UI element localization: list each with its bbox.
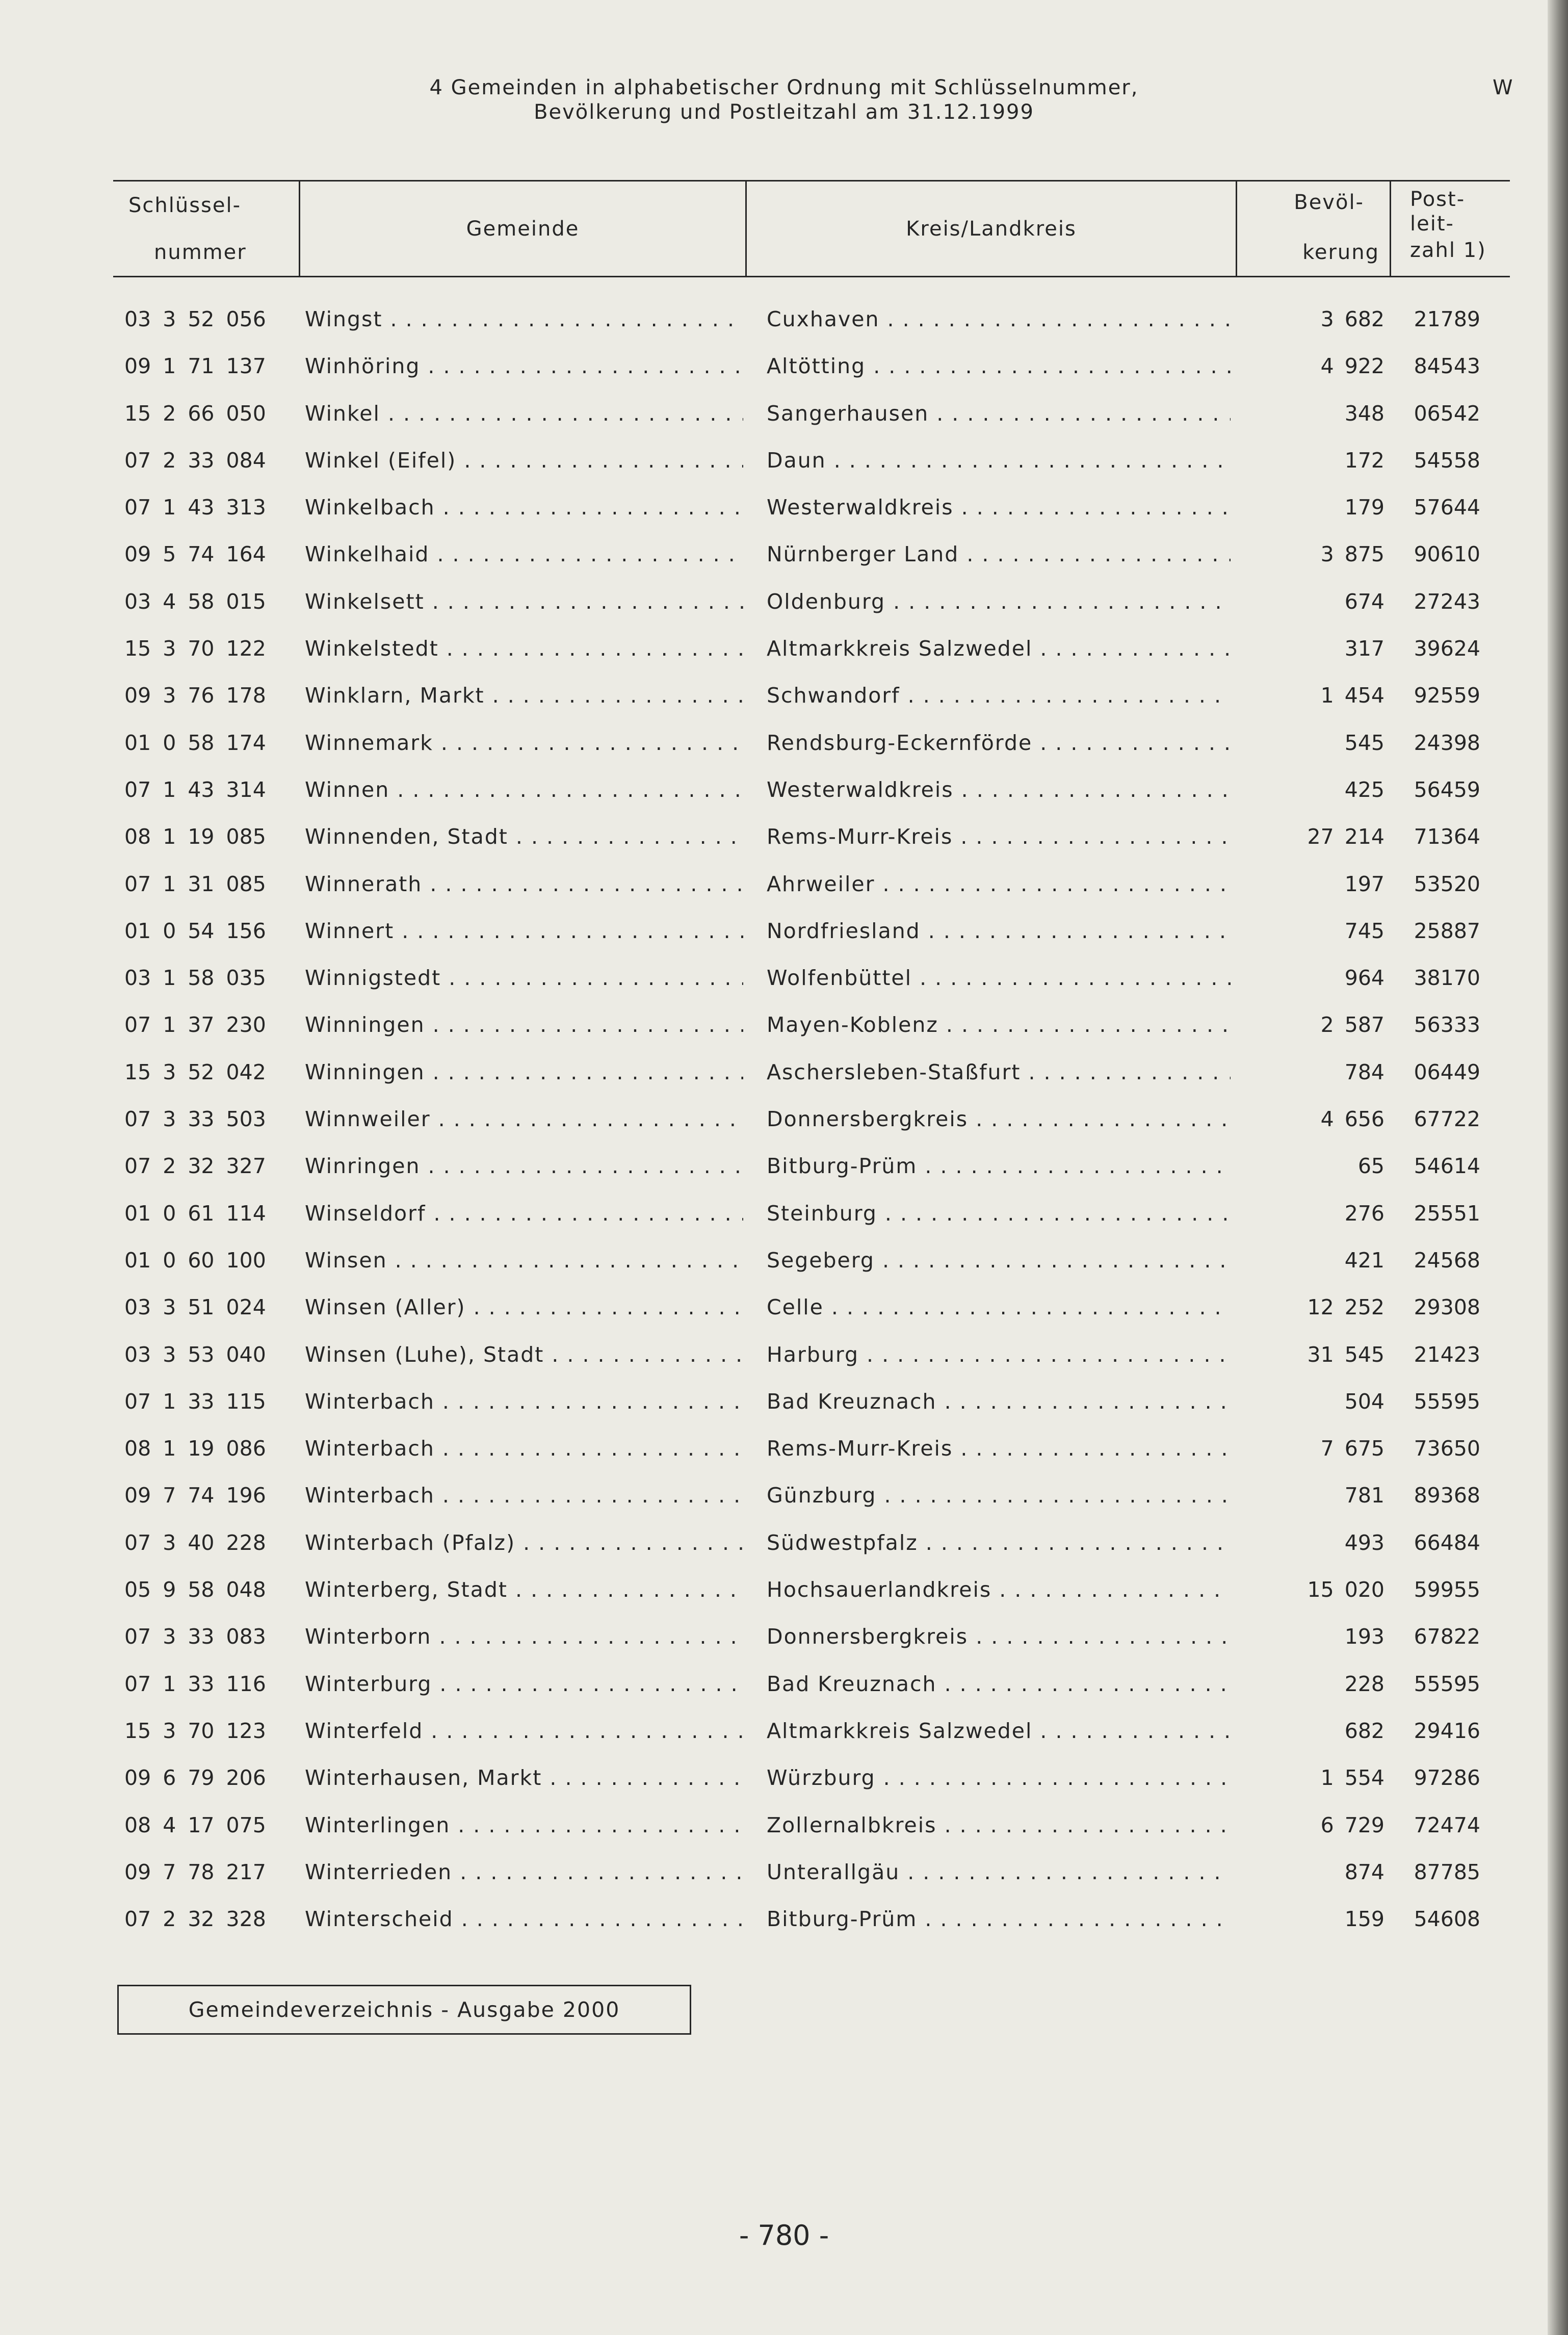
table-row <box>0 1143 1568 1189</box>
table-row <box>0 1707 1568 1754</box>
table-row <box>0 1049 1568 1096</box>
table-row <box>0 578 1568 625</box>
cell-kreis: Schwandorf . . . <box>767 672 1231 719</box>
cell-gemeinde: Winterbach . . . <box>305 1425 743 1472</box>
cell-kreis: Rems-Murr-Kreis . . . <box>767 813 1231 860</box>
cell-gemeinde: Winnenden, Stadt . . . <box>305 813 743 860</box>
cell-key: 03 3 52 056 <box>124 307 266 331</box>
cell-postleitzahl: 66484 <box>1414 1530 1480 1555</box>
cell-postleitzahl: 90610 <box>1414 542 1480 567</box>
cell-kreis: Rems-Murr-Kreis . . . <box>767 1425 1231 1472</box>
cell-gemeinde: Winsen (Aller) . . . <box>305 1284 743 1331</box>
cell-bevoelkerung: 27 214 <box>1307 824 1384 849</box>
cell-postleitzahl: 72474 <box>1414 1812 1480 1837</box>
cell-kreis: Mayen-Koblenz . . . <box>767 1001 1231 1048</box>
cell-bevoelkerung: 276 <box>1344 1201 1384 1226</box>
cell-bevoelkerung: 193 <box>1344 1624 1384 1649</box>
cell-postleitzahl: 27243 <box>1414 589 1480 614</box>
cell-bevoelkerung: 317 <box>1344 636 1384 661</box>
cell-gemeinde: Winsen (Luhe), Stadt . . . <box>305 1331 743 1378</box>
cell-key: 03 3 53 040 <box>124 1342 266 1367</box>
cell-kreis: Zollernalbkreis . . . <box>767 1802 1231 1849</box>
cell-key: 09 5 74 164 <box>124 542 266 567</box>
cell-kreis: Bitburg-Prüm . . . <box>767 1143 1231 1189</box>
cell-bevoelkerung: 197 <box>1344 871 1384 896</box>
table-row <box>0 907 1568 954</box>
cell-bevoelkerung: 179 <box>1344 495 1384 520</box>
cell-key: 07 3 33 083 <box>124 1624 266 1649</box>
title-line-2: Bevölkerung und Postleitzahl am 31.12.1999 <box>534 100 1034 124</box>
table-row <box>0 1096 1568 1143</box>
cell-bevoelkerung: 172 <box>1344 448 1384 473</box>
cell-postleitzahl: 57644 <box>1414 495 1480 520</box>
cell-kreis: Westerwaldkreis . . . <box>767 484 1231 531</box>
cell-gemeinde: Winterbach (Pfalz) . . . <box>305 1519 743 1566</box>
cell-bevoelkerung: 745 <box>1344 918 1384 943</box>
cell-kreis: Westerwaldkreis . . . <box>767 766 1231 813</box>
cell-postleitzahl: 21789 <box>1414 307 1480 331</box>
table-row <box>0 1849 1568 1896</box>
header-key-line2: nummer <box>154 241 247 264</box>
table-row <box>0 625 1568 672</box>
cell-gemeinde: Winterscheid . . . <box>305 1896 743 1942</box>
cell-bevoelkerung: 4 656 <box>1320 1107 1384 1132</box>
cell-key: 15 3 52 042 <box>124 1059 266 1084</box>
cell-bevoelkerung: 421 <box>1344 1248 1384 1273</box>
table-row <box>0 719 1568 766</box>
cell-postleitzahl: 67822 <box>1414 1624 1480 1649</box>
cell-gemeinde: Winningen . . . <box>305 1001 743 1048</box>
cell-bevoelkerung: 159 <box>1344 1907 1384 1932</box>
cell-gemeinde: Winterberg, Stadt . . . <box>305 1566 743 1613</box>
cell-key: 15 3 70 122 <box>124 636 266 661</box>
header-gemeinde: Gemeinde <box>466 217 580 241</box>
cell-bevoelkerung: 228 <box>1344 1671 1384 1696</box>
cell-key: 03 1 58 035 <box>124 966 266 991</box>
cell-bevoelkerung: 425 <box>1344 777 1384 802</box>
cell-bevoelkerung: 964 <box>1344 966 1384 991</box>
cell-key: 05 9 58 048 <box>124 1577 266 1602</box>
cell-key: 01 0 54 156 <box>124 918 266 943</box>
corner-mark: W <box>1493 76 1513 99</box>
table-row <box>0 1896 1568 1942</box>
page-title <box>0 75 1568 124</box>
cell-gemeinde: Winnigstedt . . . <box>305 954 743 1001</box>
table-row <box>0 1754 1568 1801</box>
cell-bevoelkerung: 874 <box>1344 1859 1384 1884</box>
cell-gemeinde: Winklarn, Markt . . . <box>305 672 743 719</box>
cell-key: 03 3 51 024 <box>124 1295 266 1320</box>
header-key-line1: Schlüssel- <box>128 194 242 217</box>
cell-bevoelkerung: 674 <box>1344 589 1384 614</box>
cell-kreis: Cuxhaven . . . <box>767 296 1231 343</box>
cell-postleitzahl: 55595 <box>1414 1389 1480 1414</box>
cell-kreis: Sangerhausen . . . <box>767 390 1231 437</box>
cell-gemeinde: Winnweiler . . . <box>305 1096 743 1143</box>
table-row <box>0 1378 1568 1425</box>
cell-postleitzahl: 73650 <box>1414 1436 1480 1461</box>
cell-gemeinde: Winterbach . . . <box>305 1472 743 1519</box>
cell-bevoelkerung: 4 922 <box>1320 354 1384 379</box>
cell-key: 08 1 19 085 <box>124 824 266 849</box>
cell-key: 09 1 71 137 <box>124 354 266 379</box>
table-row <box>0 1472 1568 1519</box>
header-plz-line1: Post- <box>1410 188 1466 211</box>
cell-gemeinde: Winterbach . . . <box>305 1378 743 1425</box>
cell-postleitzahl: 56333 <box>1414 1013 1480 1037</box>
cell-key: 07 3 40 228 <box>124 1530 266 1555</box>
cell-key: 07 1 37 230 <box>124 1013 266 1037</box>
cell-key: 15 2 66 050 <box>124 401 266 426</box>
table-row <box>0 390 1568 437</box>
table-row <box>0 1331 1568 1378</box>
header-divider <box>1390 181 1391 276</box>
cell-key: 07 1 31 085 <box>124 871 266 896</box>
table-row <box>0 1237 1568 1284</box>
header-kreis: Kreis/Landkreis <box>906 217 1077 241</box>
table-row <box>0 531 1568 578</box>
cell-kreis: Segeberg . . . <box>767 1237 1231 1284</box>
cell-kreis: Bitburg-Prüm . . . <box>767 1896 1231 1942</box>
cell-bevoelkerung: 31 545 <box>1307 1342 1384 1367</box>
cell-postleitzahl: 97286 <box>1414 1766 1480 1791</box>
cell-postleitzahl: 38170 <box>1414 966 1480 991</box>
cell-kreis: Celle . . . <box>767 1284 1231 1331</box>
table-header <box>113 180 1510 277</box>
cell-kreis: Nürnberger Land . . . <box>767 531 1231 578</box>
table-row <box>0 672 1568 719</box>
cell-key: 07 1 43 314 <box>124 777 266 802</box>
cell-postleitzahl: 54614 <box>1414 1154 1480 1179</box>
cell-postleitzahl: 71364 <box>1414 824 1480 849</box>
cell-kreis: Wolfenbüttel . . . <box>767 954 1231 1001</box>
cell-postleitzahl: 54608 <box>1414 1907 1480 1932</box>
cell-key: 07 1 43 313 <box>124 495 266 520</box>
cell-postleitzahl: 39624 <box>1414 636 1480 661</box>
cell-gemeinde: Winringen . . . <box>305 1143 743 1189</box>
cell-gemeinde: Winkel (Eifel) . . . <box>305 437 743 484</box>
cell-postleitzahl: 25887 <box>1414 918 1480 943</box>
cell-postleitzahl: 84543 <box>1414 354 1480 379</box>
cell-postleitzahl: 67722 <box>1414 1107 1480 1132</box>
cell-gemeinde: Winhöring . . . <box>305 343 743 390</box>
cell-kreis: Ahrweiler . . . <box>767 861 1231 907</box>
header-bev-line2: kerung <box>1302 241 1379 264</box>
cell-postleitzahl: 25551 <box>1414 1201 1480 1226</box>
cell-kreis: Altötting . . . <box>767 343 1231 390</box>
cell-gemeinde: Winnen . . . <box>305 766 743 813</box>
cell-kreis: Bad Kreuznach . . . <box>767 1378 1231 1425</box>
cell-key: 07 2 33 084 <box>124 448 266 473</box>
cell-bevoelkerung: 784 <box>1344 1059 1384 1084</box>
cell-kreis: Donnersbergkreis . . . <box>767 1096 1231 1143</box>
cell-kreis: Altmarkkreis Salzwedel . . . <box>767 625 1231 672</box>
cell-postleitzahl: 06542 <box>1414 401 1480 426</box>
cell-bevoelkerung: 6 729 <box>1320 1812 1384 1837</box>
cell-bevoelkerung: 781 <box>1344 1483 1384 1508</box>
cell-key: 08 4 17 075 <box>124 1812 266 1837</box>
table-row <box>0 296 1568 343</box>
cell-key: 01 0 60 100 <box>124 1248 266 1273</box>
table-row <box>0 1802 1568 1849</box>
cell-gemeinde: Winterfeld . . . <box>305 1707 743 1754</box>
cell-key: 07 1 33 115 <box>124 1389 266 1414</box>
table-row <box>0 1661 1568 1707</box>
title-line-1: 4 Gemeinden in alphabetischer Ordnung mit Schlüsselnummer, <box>429 76 1139 99</box>
cell-kreis: Steinburg . . . <box>767 1190 1231 1237</box>
cell-kreis: Nordfriesland . . . <box>767 907 1231 954</box>
cell-gemeinde: Winterhausen, Markt . . . <box>305 1754 743 1801</box>
cell-kreis: Unterallgäu . . . <box>767 1849 1231 1896</box>
cell-gemeinde: Winnerath . . . <box>305 861 743 907</box>
cell-bevoelkerung: 682 <box>1344 1718 1384 1743</box>
edition-box: Gemeindeverzeichnis - Ausgabe 2000 <box>117 1985 691 2035</box>
table-row <box>0 813 1568 860</box>
cell-kreis: Südwestpfalz . . . <box>767 1519 1231 1566</box>
cell-key: 01 0 58 174 <box>124 730 266 755</box>
cell-postleitzahl: 59955 <box>1414 1577 1480 1602</box>
table-row <box>0 1425 1568 1472</box>
cell-postleitzahl: 06449 <box>1414 1059 1480 1084</box>
cell-key: 07 2 32 327 <box>124 1154 266 1179</box>
cell-key: 03 4 58 015 <box>124 589 266 614</box>
cell-gemeinde: Winkel . . . <box>305 390 743 437</box>
cell-postleitzahl: 89368 <box>1414 1483 1480 1508</box>
cell-postleitzahl: 92559 <box>1414 683 1480 708</box>
cell-bevoelkerung: 348 <box>1344 401 1384 426</box>
cell-postleitzahl: 55595 <box>1414 1671 1480 1696</box>
cell-key: 07 2 32 328 <box>124 1907 266 1932</box>
cell-key: 09 7 74 196 <box>124 1483 266 1508</box>
cell-postleitzahl: 21423 <box>1414 1342 1480 1367</box>
header-plz-line3: zahl 1) <box>1410 239 1486 262</box>
cell-postleitzahl: 29416 <box>1414 1718 1480 1743</box>
cell-postleitzahl: 87785 <box>1414 1859 1480 1884</box>
cell-bevoelkerung: 65 <box>1357 1154 1384 1179</box>
table-body <box>0 296 1568 1942</box>
cell-postleitzahl: 24568 <box>1414 1248 1480 1273</box>
cell-postleitzahl: 53520 <box>1414 871 1480 896</box>
cell-postleitzahl: 56459 <box>1414 777 1480 802</box>
cell-key: 09 3 76 178 <box>124 683 266 708</box>
table-row <box>0 484 1568 531</box>
cell-bevoelkerung: 504 <box>1344 1389 1384 1414</box>
cell-bevoelkerung: 1 454 <box>1320 683 1384 708</box>
cell-key: 15 3 70 123 <box>124 1718 266 1743</box>
cell-kreis: Rendsburg-Eckernförde . . . <box>767 719 1231 766</box>
cell-kreis: Oldenburg . . . <box>767 578 1231 625</box>
cell-kreis: Harburg . . . <box>767 1331 1231 1378</box>
cell-bevoelkerung: 15 020 <box>1307 1577 1384 1602</box>
table-row <box>0 766 1568 813</box>
table-row <box>0 343 1568 390</box>
table-row <box>0 1190 1568 1237</box>
cell-bevoelkerung: 7 675 <box>1320 1436 1384 1461</box>
cell-postleitzahl: 29308 <box>1414 1295 1480 1320</box>
cell-gemeinde: Winsen . . . <box>305 1237 743 1284</box>
cell-bevoelkerung: 3 875 <box>1320 542 1384 567</box>
cell-gemeinde: Winterrieden . . . <box>305 1849 743 1896</box>
header-bev-line1: Bevöl- <box>1294 191 1364 214</box>
cell-kreis: Donnersbergkreis . . . <box>767 1613 1231 1660</box>
cell-key: 09 7 78 217 <box>124 1859 266 1884</box>
page-number: - 780 - <box>739 2219 829 2251</box>
cell-kreis: Daun . . . <box>767 437 1231 484</box>
cell-gemeinde: Winkelbach . . . <box>305 484 743 531</box>
cell-kreis: Hochsauerlandkreis . . . <box>767 1566 1231 1613</box>
table-row <box>0 1566 1568 1613</box>
cell-gemeinde: Winkelhaid . . . <box>305 531 743 578</box>
table-row <box>0 437 1568 484</box>
cell-gemeinde: Winkelsett . . . <box>305 578 743 625</box>
cell-gemeinde: Winterlingen . . . <box>305 1802 743 1849</box>
cell-gemeinde: Winterborn . . . <box>305 1613 743 1660</box>
cell-postleitzahl: 54558 <box>1414 448 1480 473</box>
cell-kreis: Würzburg . . . <box>767 1754 1231 1801</box>
cell-key: 01 0 61 114 <box>124 1201 266 1226</box>
cell-key: 07 3 33 503 <box>124 1107 266 1132</box>
cell-bevoelkerung: 545 <box>1344 730 1384 755</box>
cell-postleitzahl: 24398 <box>1414 730 1480 755</box>
table-row <box>0 954 1568 1001</box>
cell-bevoelkerung: 2 587 <box>1320 1013 1384 1037</box>
cell-gemeinde: Winkelstedt . . . <box>305 625 743 672</box>
cell-gemeinde: Winningen . . . <box>305 1049 743 1096</box>
cell-kreis: Bad Kreuznach . . . <box>767 1661 1231 1707</box>
cell-kreis: Aschersleben-Staßfurt . . . <box>767 1049 1231 1096</box>
cell-gemeinde: Winseldorf . . . <box>305 1190 743 1237</box>
cell-bevoelkerung: 1 554 <box>1320 1766 1384 1791</box>
cell-key: 09 6 79 206 <box>124 1766 266 1791</box>
table-row <box>0 1284 1568 1331</box>
cell-kreis: Altmarkkreis Salzwedel . . . <box>767 1707 1231 1754</box>
cell-gemeinde: Winterburg . . . <box>305 1661 743 1707</box>
cell-bevoelkerung: 493 <box>1344 1530 1384 1555</box>
cell-bevoelkerung: 12 252 <box>1307 1295 1384 1320</box>
cell-gemeinde: Winnert . . . <box>305 907 743 954</box>
cell-key: 08 1 19 086 <box>124 1436 266 1461</box>
cell-gemeinde: Wingst . . . <box>305 296 743 343</box>
table-row <box>0 861 1568 907</box>
table-row <box>0 1001 1568 1048</box>
cell-gemeinde: Winnemark . . . <box>305 719 743 766</box>
header-plz-line2: leit- <box>1410 212 1454 236</box>
table-row <box>0 1519 1568 1566</box>
table-row <box>0 1613 1568 1660</box>
cell-bevoelkerung: 3 682 <box>1320 307 1384 331</box>
cell-kreis: Günzburg . . . <box>767 1472 1231 1519</box>
cell-key: 07 1 33 116 <box>124 1671 266 1696</box>
